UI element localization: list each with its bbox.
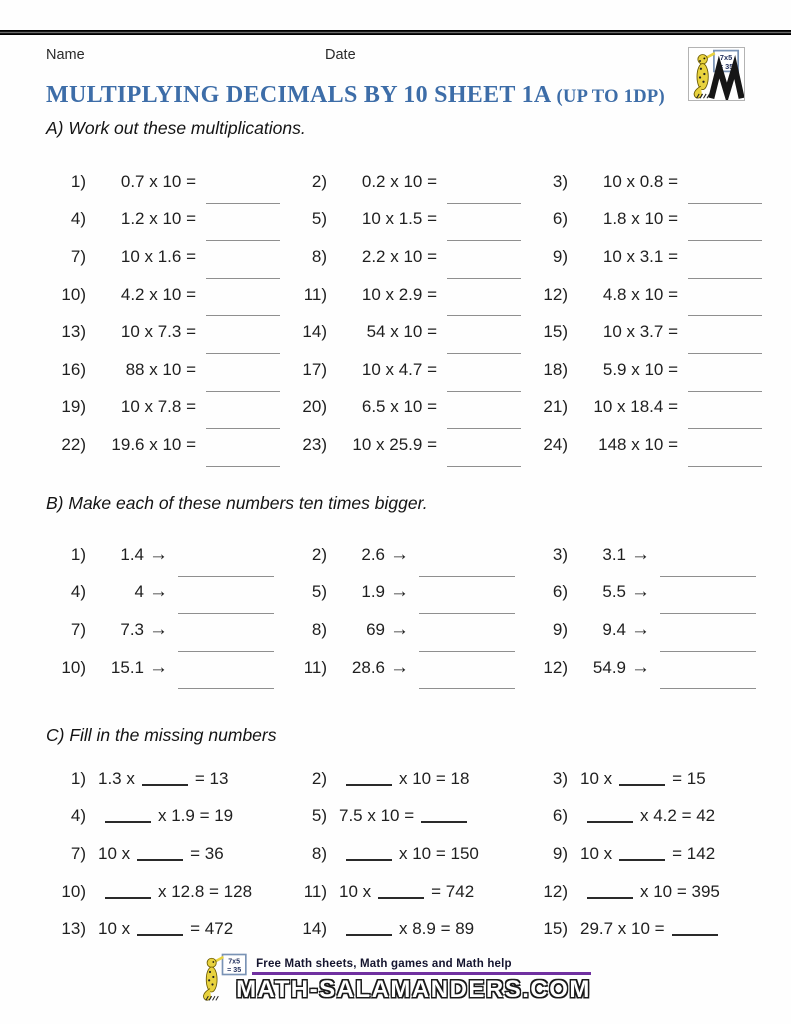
answer-blank (206, 466, 280, 467)
problem-expression: 88 x 10 = (125, 359, 196, 379)
problem-post-text: = 36 (190, 843, 224, 863)
problem-number: 3) (552, 544, 568, 564)
section-b-problems (40, 536, 763, 686)
problem-value: 7.3 (120, 619, 144, 639)
problem-post-text: = 742 (431, 881, 475, 901)
problem-number: 13) (61, 919, 86, 939)
times-ten-problem (40, 536, 281, 574)
times-ten-problem (522, 649, 763, 687)
answer-blank (178, 688, 274, 689)
header-rule (0, 30, 791, 35)
problem-value: 54.9 (592, 657, 626, 677)
salamander-spot (208, 979, 210, 981)
missing-number-problem (522, 873, 763, 911)
missing-number-problem (40, 760, 281, 798)
missing-number-blank (346, 934, 392, 936)
problem-text (339, 769, 469, 789)
arrow-right-icon: → (390, 656, 409, 678)
missing-number-problem (522, 835, 763, 873)
problem-number: 11) (303, 881, 327, 901)
problem-number: 9) (552, 246, 568, 266)
missing-number-problem (281, 760, 522, 798)
multiplication-problem (40, 351, 281, 389)
multiplication-problem (281, 276, 522, 314)
problem-number: 10) (61, 881, 86, 901)
problem-pre-text: 7.5 x 10 = (339, 806, 415, 826)
problem-text (98, 882, 252, 902)
missing-number-blank (346, 859, 392, 861)
multiplication-problem (522, 201, 763, 239)
salamander-spot (212, 976, 214, 978)
multiplication-problem (281, 163, 522, 201)
missing-number-problem (40, 835, 281, 873)
problem-expression: 10 x 25.9 = (352, 434, 437, 454)
problem-expression: 54 x 10 = (366, 322, 437, 342)
arrow-right-icon: → (149, 618, 168, 640)
problem-text (98, 769, 228, 789)
problem-expression: 10 x 3.1 = (602, 246, 678, 266)
arrow-right-icon: → (631, 618, 650, 640)
times-ten-problem (281, 574, 522, 612)
problem-pre-text: 10 x (339, 881, 372, 901)
logo-board-text-2: = 35 (718, 61, 734, 71)
logo-board-text-1: 7x5 (228, 957, 241, 966)
missing-number-blank (619, 784, 665, 786)
multiplication-problem (281, 238, 522, 276)
multiplication-problem (281, 389, 522, 427)
problem-expression: 0.7 x 10 = (120, 171, 196, 191)
problem-number: 10) (61, 284, 86, 304)
problem-number: 10) (61, 657, 86, 677)
problem-number: 4) (70, 209, 86, 229)
problem-value: 5.5 (602, 582, 626, 602)
times-ten-problem (281, 536, 522, 574)
problem-number: 14) (302, 919, 327, 939)
problem-text (580, 769, 706, 789)
missing-number-blank (346, 784, 392, 786)
problem-text (98, 844, 224, 864)
section-a-problems (40, 163, 763, 464)
times-ten-problem (281, 649, 522, 687)
problem-number: 7) (70, 246, 86, 266)
salamander-spot (699, 60, 701, 62)
multiplication-problem (281, 426, 522, 464)
arrow-right-icon: → (390, 543, 409, 565)
problem-number: 6) (552, 582, 568, 602)
salamander-eye (703, 57, 705, 59)
problem-post-text: x 12.8 = 128 (158, 881, 253, 901)
missing-number-blank (378, 897, 424, 899)
footer (0, 950, 791, 1004)
problem-number: 12) (543, 284, 568, 304)
missing-number-blank (587, 897, 633, 899)
problem-number: 15) (543, 322, 568, 342)
problem-number: 3) (552, 171, 568, 191)
problem-value: 69 (366, 619, 385, 639)
problem-text (580, 919, 725, 939)
problem-number: 17) (302, 359, 327, 379)
answer-blank (660, 688, 756, 689)
problem-value: 15.1 (110, 657, 144, 677)
problem-expression: 10 x 7.3 = (120, 322, 196, 342)
problem-number: 19) (61, 397, 86, 417)
problem-expression: 10 x 1.6 = (120, 246, 196, 266)
missing-number-problem (281, 873, 522, 911)
multiplication-problem (40, 201, 281, 239)
arrow-right-icon: → (149, 656, 168, 678)
problem-expression: 10 x 7.8 = (120, 397, 196, 417)
problem-expression: 4.8 x 10 = (602, 284, 678, 304)
problem-number: 23) (302, 434, 327, 454)
problem-text (339, 844, 479, 864)
missing-number-problem (40, 798, 281, 836)
problem-number: 18) (543, 359, 568, 379)
times-ten-problem (522, 611, 763, 649)
problem-post-text: = 472 (190, 919, 234, 939)
missing-number-problem (40, 910, 281, 948)
logo-board-text-1: 7x5 (719, 53, 733, 63)
problem-pre-text: 10 x (98, 919, 131, 939)
arrow-right-icon: → (390, 618, 409, 640)
missing-number-problem (281, 798, 522, 836)
missing-number-blank (421, 821, 467, 823)
salamander-spot (699, 76, 701, 78)
problem-number: 8) (311, 619, 327, 639)
salamander-spot (211, 983, 213, 985)
section-b-heading: B) Make each of these numbers ten times bigger. (46, 493, 428, 513)
problem-text (339, 882, 474, 902)
missing-number-problem (522, 910, 763, 948)
problem-number: 22) (61, 434, 86, 454)
problem-expression: 10 x 2.9 = (361, 284, 437, 304)
problem-expression: 1.8 x 10 = (602, 209, 678, 229)
times-ten-problem (40, 611, 281, 649)
missing-number-problem (281, 910, 522, 948)
problem-number: 12) (543, 881, 568, 901)
date-label: Date (325, 47, 356, 63)
problem-expression: 19.6 x 10 = (111, 434, 196, 454)
problem-post-text: = 13 (194, 768, 229, 788)
multiplication-problem (40, 426, 281, 464)
problem-pre-text: 10 x (580, 843, 613, 863)
problem-text (98, 806, 233, 826)
page-title-suffix: (UP TO 1DP) (556, 87, 665, 107)
answer-blank (419, 688, 515, 689)
problem-expression: 5.9 x 10 = (602, 359, 678, 379)
multiplication-problem (40, 238, 281, 276)
problem-expression: 10 x 1.5 = (361, 209, 437, 229)
salamander-spot (703, 73, 705, 75)
problem-text (339, 919, 474, 939)
times-ten-problem (522, 536, 763, 574)
multiplication-problem (281, 351, 522, 389)
problem-number: 1) (70, 768, 86, 788)
missing-number-blank (105, 821, 151, 823)
missing-number-problem (522, 798, 763, 836)
problem-post-text: = 15 (672, 768, 706, 788)
problem-number: 4) (70, 806, 86, 826)
problem-number: 9) (552, 619, 568, 639)
multiplication-problem (522, 238, 763, 276)
multiplication-problem (522, 389, 763, 427)
problem-number: 8) (311, 843, 327, 863)
problem-number: 3) (552, 768, 568, 788)
problem-value: 4 (134, 582, 144, 602)
multiplication-problem (522, 313, 763, 351)
problem-pre-text: 10 x (98, 843, 131, 863)
times-ten-problem (40, 649, 281, 687)
problem-pre-text: 10 x (580, 768, 613, 788)
multiplication-problem (281, 313, 522, 351)
page-title-main: MULTIPLYING DECIMALS BY 10 SHEET 1A (46, 82, 552, 108)
answer-blank (447, 466, 521, 467)
site-logo-badge (688, 47, 745, 101)
problem-number: 9) (552, 843, 568, 863)
problem-post-text: x 1.9 = 19 (158, 806, 234, 826)
problem-post-text: x 10 = 18 (399, 768, 470, 788)
footer-divider (252, 972, 591, 975)
problem-value: 3.1 (602, 544, 626, 564)
problem-expression: 10 x 4.7 = (361, 359, 437, 379)
section-c-heading: C) Fill in the missing numbers (46, 725, 277, 745)
footer-site-wordmark: MATH-SALAMANDERS.COM (236, 976, 591, 1003)
problem-text (98, 919, 233, 939)
problem-number: 6) (552, 209, 568, 229)
multiplication-problem (522, 163, 763, 201)
problem-number: 6) (552, 806, 568, 826)
name-label: Name (46, 47, 85, 63)
problem-number: 24) (543, 434, 568, 454)
missing-number-blank (105, 897, 151, 899)
salamander-eye (212, 961, 214, 963)
multiplication-problem (40, 389, 281, 427)
problem-number: 2) (311, 544, 327, 564)
salamander-logo-icon (689, 48, 744, 100)
problem-post-text: x 10 = 150 (399, 843, 479, 863)
missing-number-blank (137, 859, 183, 861)
problem-number: 20) (302, 397, 327, 417)
problem-text (339, 806, 474, 826)
problem-pre-text: 1.3 x (98, 768, 135, 788)
multiplication-problem (522, 426, 763, 464)
missing-number-problem (522, 760, 763, 798)
problem-expression: 10 x 0.8 = (602, 171, 678, 191)
problem-value: 1.9 (361, 582, 385, 602)
arrow-right-icon: → (390, 581, 409, 603)
multiplication-problem (40, 163, 281, 201)
problem-value: 28.6 (351, 657, 385, 677)
salamander-body (697, 64, 708, 90)
problem-value: 9.4 (602, 619, 626, 639)
multiplication-problem (40, 276, 281, 314)
multiplication-problem (40, 313, 281, 351)
arrow-right-icon: → (149, 543, 168, 565)
problem-number: 2) (311, 768, 327, 788)
problem-number: 12) (543, 657, 568, 677)
arrow-right-icon: → (631, 656, 650, 678)
missing-number-blank (587, 821, 633, 823)
salamander-spot (702, 81, 704, 83)
salamander-spot (209, 971, 211, 973)
problem-number: 2) (311, 171, 327, 191)
problem-number: 5) (311, 582, 327, 602)
section-a-heading: A) Work out these multiplications. (46, 118, 306, 138)
problem-number: 7) (70, 843, 86, 863)
problem-value: 2.6 (361, 544, 385, 564)
arrow-right-icon: → (631, 581, 650, 603)
problem-number: 14) (302, 322, 327, 342)
problem-expression: 0.2 x 10 = (361, 171, 437, 191)
answer-blank (688, 466, 762, 467)
problem-number: 15) (543, 919, 568, 939)
page-title (46, 82, 665, 109)
problem-post-text: x 4.2 = 42 (640, 806, 716, 826)
problem-expression: 2.2 x 10 = (361, 246, 437, 266)
problem-expression: 148 x 10 = (598, 434, 678, 454)
logo-board-text-2: = 35 (227, 966, 242, 974)
problem-expression: 10 x 3.7 = (602, 322, 678, 342)
problem-number: 1) (70, 171, 86, 191)
times-ten-problem (281, 611, 522, 649)
salamander-head (207, 958, 216, 967)
problem-number: 4) (70, 582, 86, 602)
problem-number: 11) (303, 284, 327, 304)
problem-value: 1.4 (120, 544, 144, 564)
arrow-right-icon: → (149, 581, 168, 603)
salamander-body (206, 967, 217, 992)
problem-text (580, 844, 715, 864)
problem-number: 5) (311, 806, 327, 826)
problem-post-text: x 10 = 395 (640, 881, 720, 901)
salamander-spot (700, 68, 702, 70)
problem-post-text: x 8.9 = 89 (399, 919, 475, 939)
missing-number-blank (672, 934, 718, 936)
problem-expression: 1.2 x 10 = (120, 209, 196, 229)
multiplication-problem (281, 201, 522, 239)
problem-number: 5) (311, 209, 327, 229)
problem-number: 21) (543, 397, 568, 417)
problem-expression: 10 x 18.4 = (593, 397, 678, 417)
problem-text (580, 806, 715, 826)
problem-number: 7) (70, 619, 86, 639)
problem-number: 16) (61, 359, 86, 379)
multiplication-problem (522, 351, 763, 389)
missing-number-blank (142, 784, 188, 786)
problem-pre-text: 29.7 x 10 = (580, 919, 665, 939)
problem-text (580, 882, 720, 902)
missing-number-blank (137, 934, 183, 936)
missing-number-problem (281, 835, 522, 873)
section-c-problems (40, 760, 763, 948)
problem-number: 13) (61, 322, 86, 342)
problem-number: 8) (311, 246, 327, 266)
problem-post-text: = 142 (672, 843, 716, 863)
missing-number-blank (619, 859, 665, 861)
times-ten-problem (40, 574, 281, 612)
arrow-right-icon: → (631, 543, 650, 565)
problem-expression: 6.5 x 10 = (361, 397, 437, 417)
footer-tagline: Free Math sheets, Math games and Math help (256, 958, 512, 970)
times-ten-problem (522, 574, 763, 612)
missing-number-problem (40, 873, 281, 911)
problem-expression: 4.2 x 10 = (120, 284, 196, 304)
problem-number: 1) (70, 544, 86, 564)
problem-number: 11) (303, 657, 327, 677)
multiplication-problem (522, 276, 763, 314)
salamander-head (698, 55, 708, 65)
